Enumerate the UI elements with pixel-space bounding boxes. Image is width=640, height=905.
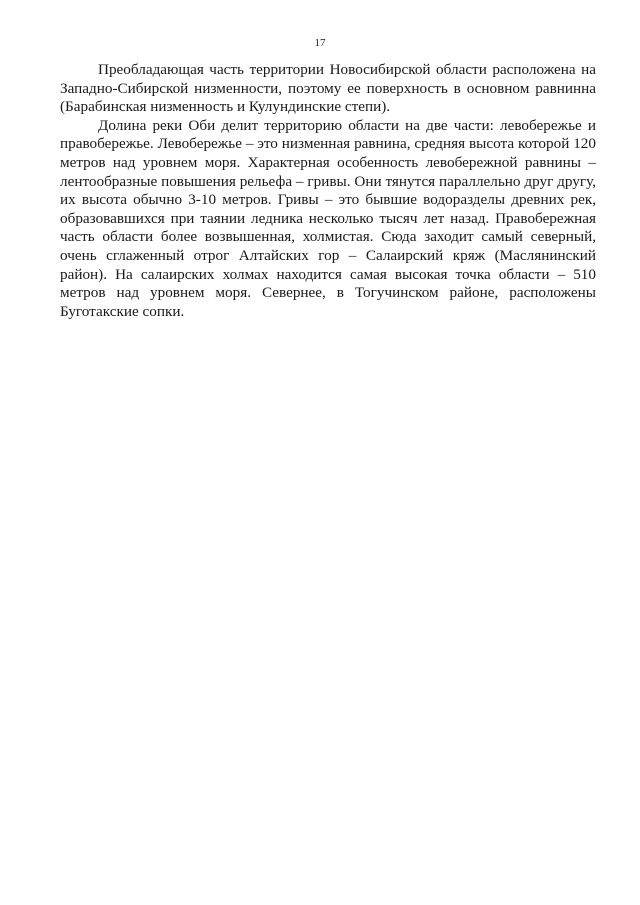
paragraph-ob-valley: Долина реки Оби делит территорию области на две части: левобережье и правобережье. Левобережье – это низменная равнина, средняя высота которой 120 метров над уровнем моря. Характерная особенность левобережной равнины – лентообразные повышения рельефа – гривы. Они тянутся параллельно друг другу, их высота обычно 3-10 метров. Гривы – это бывшие водоразделы древних рек, образовавшихся при таянии ледника несколько тысяч лет назад. Правобережная часть области более возвышенная, холмистая. Сюда заходит самый северный, очень сглаженный отрог Алтайских гор – Салаирский кряж (Маслянинский район). На салаирских холмах находится самая высокая точка области – 510 метров над уровнем моря. Севернее, в Тогучинском районе, расположены Буготакские сопки. [60,116,596,320]
page-number: 17 [314,37,326,49]
body-text [60,61,596,321]
paragraph-relief-overview: Преобладающая часть территории Новосибирской области расположена на Западно-Сибирской низменности, поэтому ее поверхность в основном равнинна (Барабинская низменность и Кулундинские степи). [60,61,596,116]
